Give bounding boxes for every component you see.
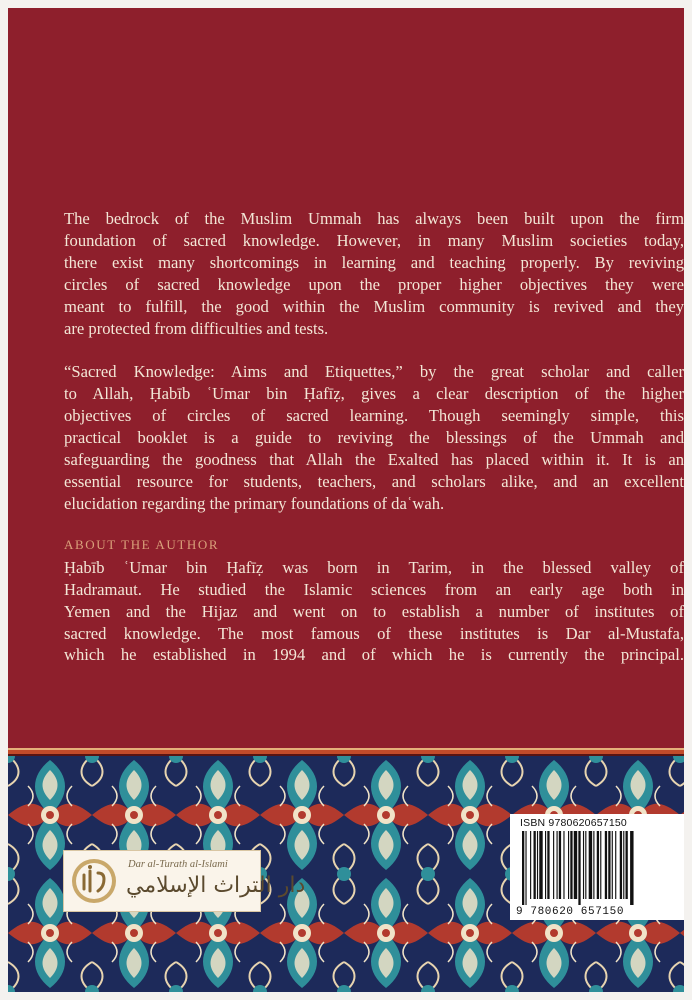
text-line: “Sacred Knowledge: Aims and Etiquettes,” by the great scholar and caller xyxy=(64,362,684,382)
text-line: are protected from difficulties and tests. xyxy=(64,318,329,338)
barcode-bar xyxy=(534,831,536,899)
barcode-bar xyxy=(623,831,624,899)
barcode-bar xyxy=(522,831,524,905)
text-line: foundation of sacred knowledge. However, in many Muslim societies today, xyxy=(64,230,684,250)
isbn-barcode xyxy=(510,814,684,920)
barcode-bar xyxy=(593,831,594,899)
barcode-bar xyxy=(547,831,549,899)
barcode-bar xyxy=(530,831,531,899)
barcode-bars xyxy=(522,831,674,905)
publisher-emblem-icon xyxy=(70,857,118,905)
text-line: circles of sacred knowledge upon the proper higher objectives they were xyxy=(64,274,684,294)
text-line: meant to fulfill, the good within the Muslim community is revived and they xyxy=(64,296,684,316)
barcode-bar xyxy=(559,831,561,899)
barcode-bar xyxy=(568,831,569,899)
isbn-digits: 9 780620 657150 xyxy=(516,906,625,918)
text-line: to Allah, Ḥabīb ʿUmar bin Ḥafīẓ, gives a clear description of the higher xyxy=(64,384,684,404)
barcode-bar xyxy=(563,831,564,899)
book-back-cover xyxy=(8,8,684,992)
barcode-bar xyxy=(608,831,610,899)
about-author-heading: ABOUT THE AUTHOR xyxy=(64,536,220,552)
text-line: which he established in 1994 and of which he is currently the principal. xyxy=(64,645,684,665)
text-line: Hadramaut. He studied the Islamic sciences from an early age both in xyxy=(64,579,684,599)
barcode-bar xyxy=(597,831,599,899)
text-line: there exist many shortcomings in learning and teaching properly. By reviving xyxy=(64,252,684,272)
description-text xyxy=(64,208,684,666)
about-author-paragraph xyxy=(64,557,684,667)
text-line: The bedrock of the Muslim Ummah has always been built upon the firm xyxy=(64,209,684,228)
barcode-bar xyxy=(553,831,554,899)
barcode-bar xyxy=(583,831,584,899)
barcode-bar xyxy=(578,831,580,905)
text-line: Ḥabīb ʿUmar bin Ḥafīẓ was born in Tarim, in the blessed valley of xyxy=(64,557,684,577)
text-line: safeguarding the goodness that Allah the Exalted has placed within it. It is an xyxy=(64,450,684,470)
barcode-bar xyxy=(600,831,601,899)
barcode-bar xyxy=(585,831,586,899)
text-line: sacred knowledge. The most famous of these institutes is Dar al-Mustafa, xyxy=(64,623,684,643)
barcode-bar xyxy=(626,831,628,899)
text-line: practical booklet is a guide to reviving the blessings of the Ummah and xyxy=(64,428,684,448)
description-paragraph-2 xyxy=(64,361,684,514)
barcode-bar xyxy=(539,831,542,899)
barcode-bar xyxy=(525,831,526,905)
barcode-bar xyxy=(574,831,577,899)
text-line: essential resource for students, teachers, and scholars alike, and an excellent xyxy=(64,471,684,491)
publisher-name-arabic: دار التراث الإسلامي xyxy=(126,873,306,898)
barcode-bar xyxy=(570,831,572,899)
barcode-bar xyxy=(545,831,546,899)
text-line: elucidation regarding the primary foundations of daʿwah. xyxy=(64,493,445,513)
ornament-border-strip xyxy=(8,748,684,756)
isbn-label: ISBN 9780620657150 xyxy=(520,817,627,829)
publisher-logo-box xyxy=(63,850,306,912)
text-line: Yemen and the Hijaz and went on to establish a number of institutes of xyxy=(64,601,684,621)
barcode-bar xyxy=(615,831,616,899)
barcode-bar xyxy=(620,831,622,899)
barcode-bar xyxy=(605,831,607,899)
barcode-bar xyxy=(589,831,592,899)
barcode-bar xyxy=(630,831,633,905)
description-paragraph-1 xyxy=(64,208,684,339)
barcode-bar xyxy=(612,831,613,899)
barcode-bar xyxy=(557,831,558,899)
text-line: objectives of circles of sacred learning. Though seemingly simple, this xyxy=(64,406,684,426)
barcode-bar xyxy=(537,831,538,899)
publisher-name-latin: Dar al-Turath al-Islami xyxy=(128,859,228,870)
